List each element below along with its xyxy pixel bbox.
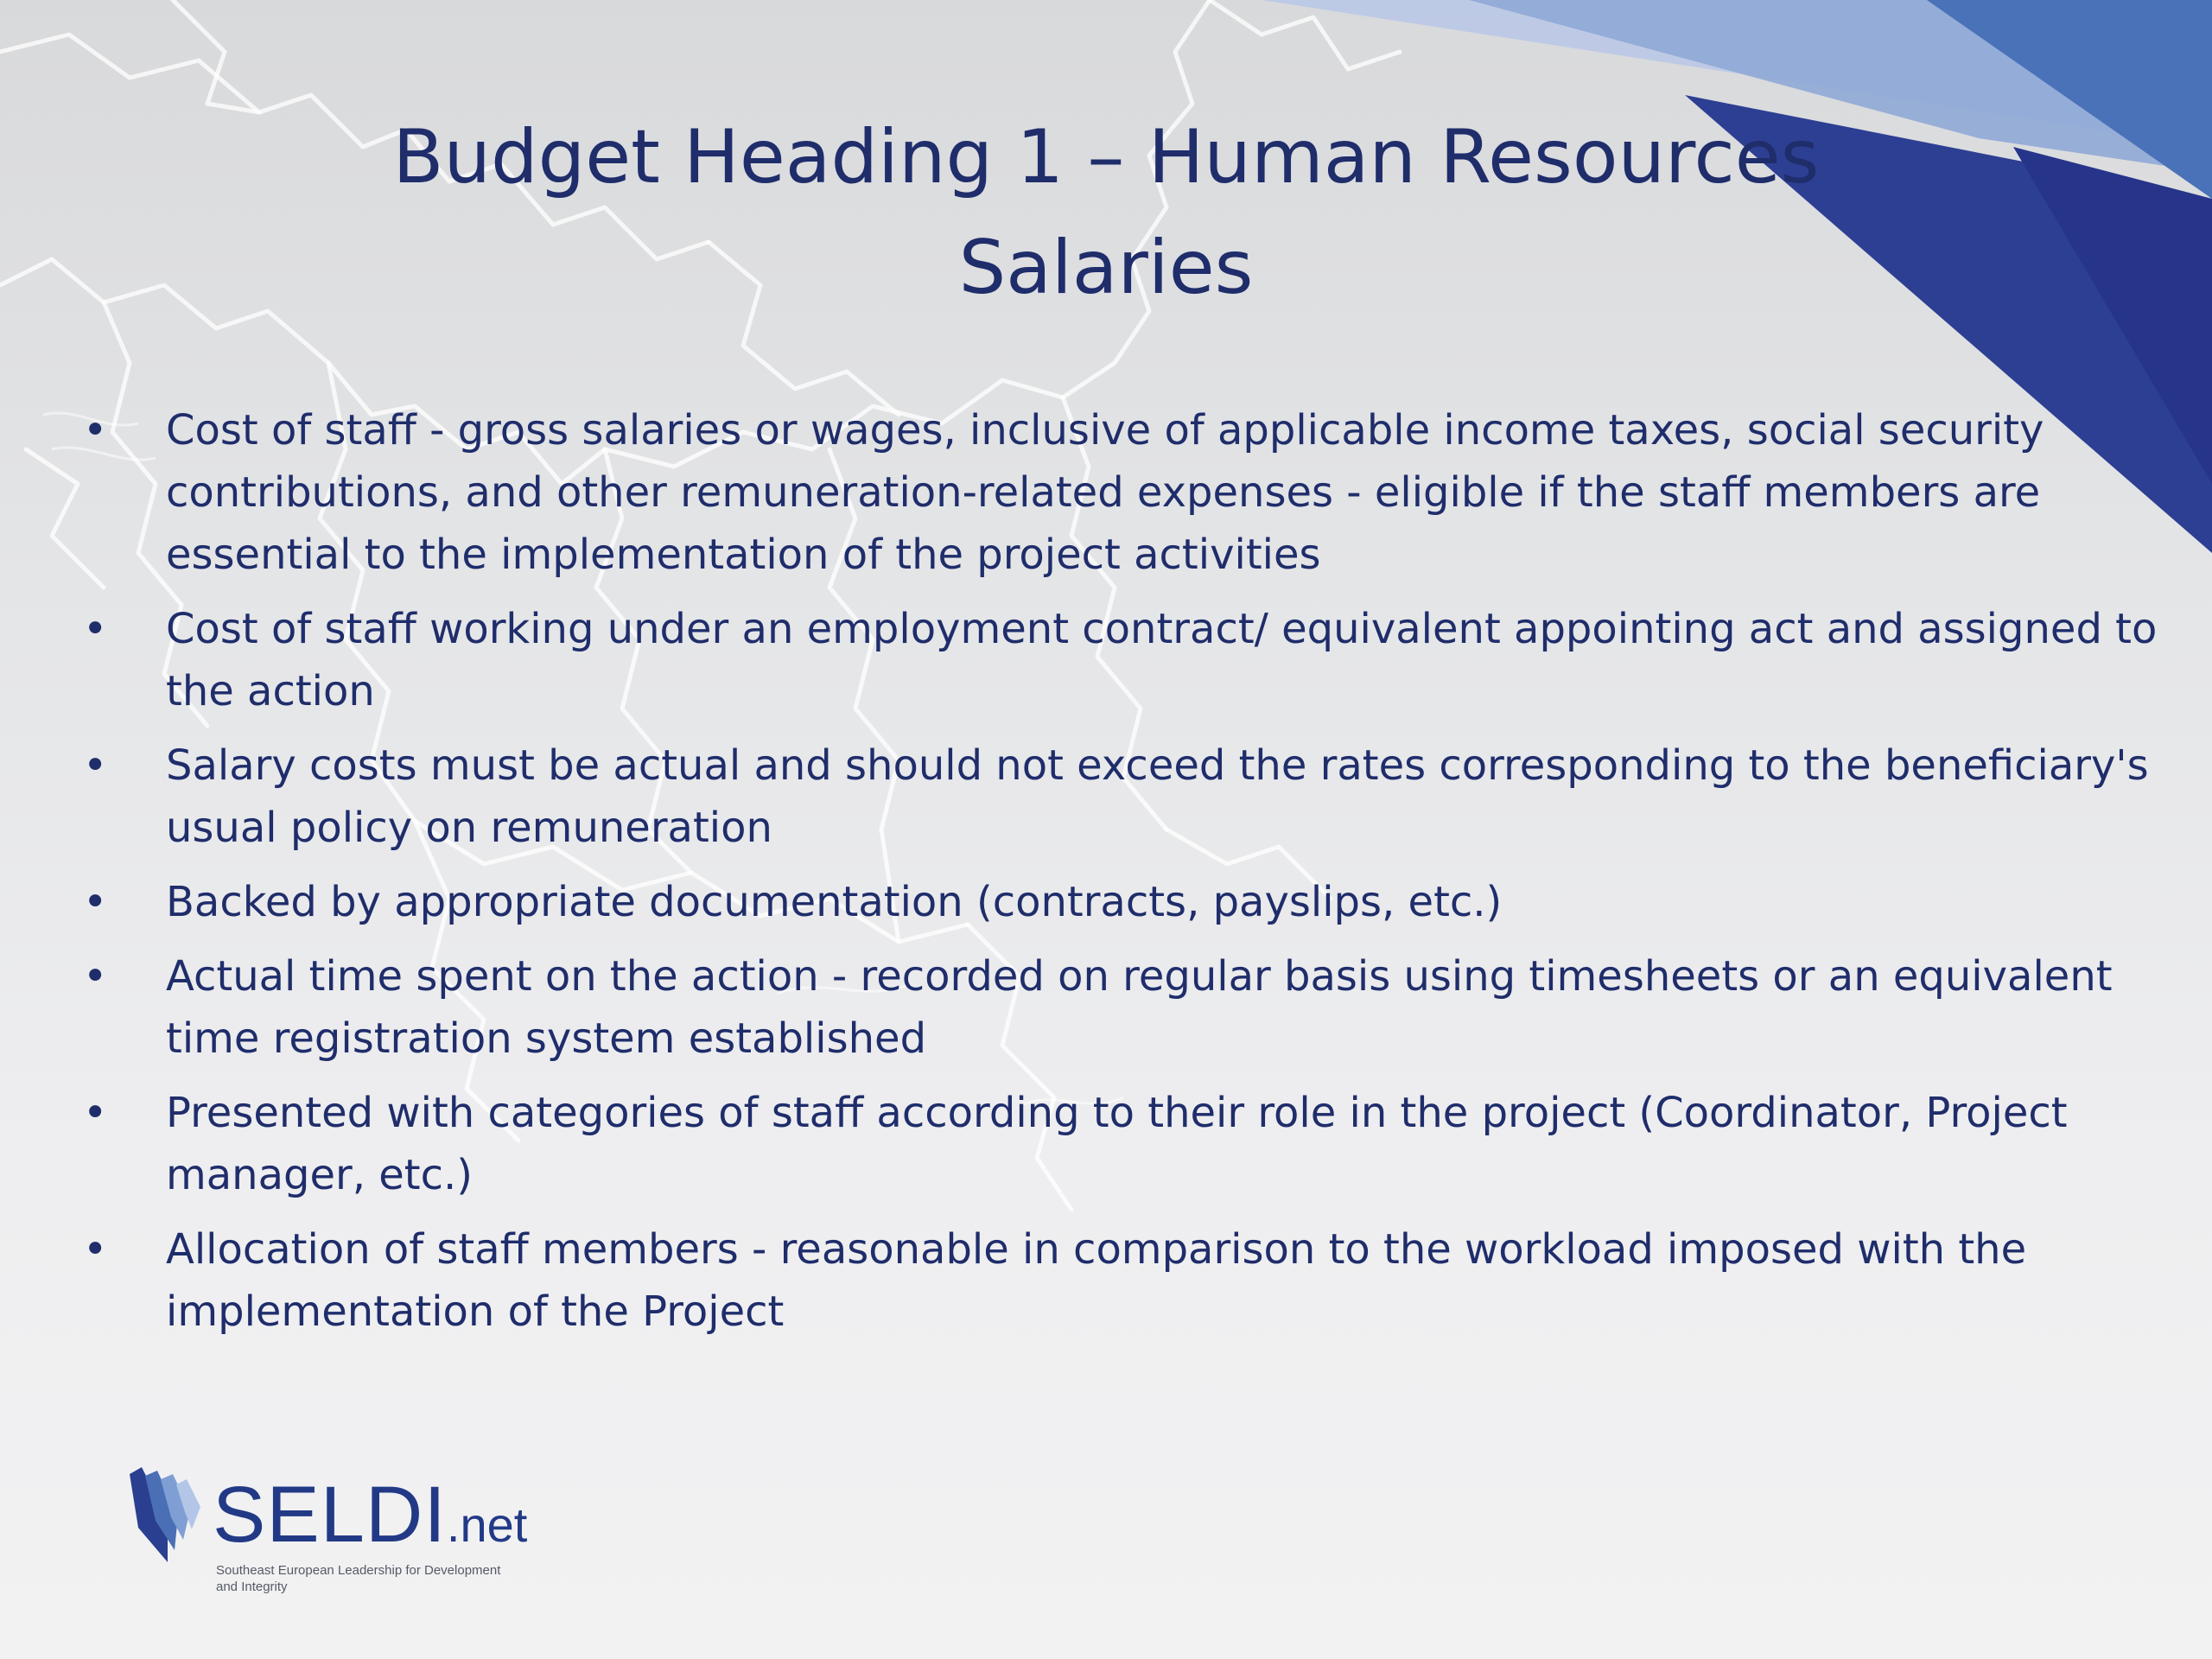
logo-suffix: .net <box>446 1497 528 1552</box>
seldi-logo <box>130 1467 544 1605</box>
bullet-marker: • <box>83 878 108 926</box>
title-line-2: Salaries <box>958 225 1254 311</box>
bullet-text: Salary costs must be actual and should not exceed the rates corresponding to the beneficiary's usual policy on remuneration <box>166 741 2149 852</box>
bullet-list <box>79 399 2179 1355</box>
bullet-item <box>79 1218 2179 1343</box>
bullet-marker: • <box>83 741 108 790</box>
slide-title <box>0 102 2212 323</box>
bullet-marker: • <box>83 952 108 1001</box>
bullet-text: Cost of staff - gross salaries or wages, inclusive of applicable income taxes, social security contributions, and other remuneration-related expenses - eligible if the staff members are essential to the implementation of the project activities <box>166 406 2044 579</box>
bullet-item <box>79 945 2179 1070</box>
bullet-marker: • <box>83 406 108 454</box>
bullet-marker: • <box>83 1225 108 1274</box>
bullet-text: Presented with categories of staff according to their role in the project (Coordinator, Project manager, etc.) <box>166 1089 2068 1199</box>
seldi-logo-icon <box>130 1467 207 1562</box>
bullet-text: Cost of staff working under an employment contract/ equivalent appointing act and assigned to the action <box>166 605 2158 715</box>
bullet-marker: • <box>83 1089 108 1137</box>
bullet-text: Backed by appropriate documentation (contracts, payslips, etc.) <box>166 878 1503 926</box>
bullet-text: Allocation of staff members - reasonable in comparison to the workload imposed with the implementation of the Project <box>166 1225 2027 1336</box>
bullet-marker: • <box>83 605 108 653</box>
bullet-item <box>79 1082 2179 1206</box>
bullet-item <box>79 399 2179 586</box>
bullet-text: Actual time spent on the action - recorded on regular basis using timesheets or an equivalent time registration system established <box>166 952 2113 1063</box>
logo-tagline: Southeast European Leadership for Development and Integrity <box>216 1563 501 1594</box>
bullet-item <box>79 734 2179 859</box>
logo-name: SELDI <box>213 1471 447 1559</box>
bullet-item <box>79 871 2179 933</box>
title-line-1: Budget Heading 1 – Human Resources <box>392 114 1820 200</box>
bullet-item <box>79 598 2179 722</box>
